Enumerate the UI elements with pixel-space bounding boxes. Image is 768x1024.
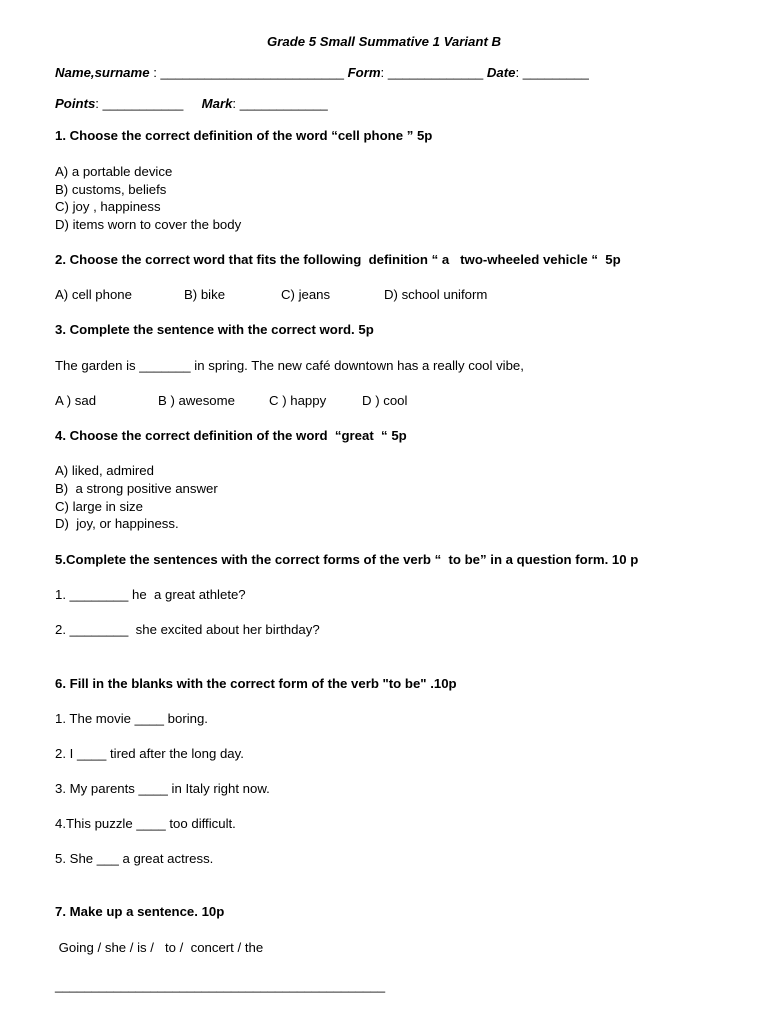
q4-option-a[interactable]: A) liked, admired <box>55 463 154 478</box>
form-blank[interactable]: : _____________ <box>380 65 487 80</box>
q4-option-b[interactable]: B) a strong positive answer <box>55 481 218 496</box>
q5-item-2[interactable]: 2. ________ she excited about her birthday? <box>55 622 320 637</box>
q5-item-1[interactable]: 1. ________ he a great athlete? <box>55 587 246 602</box>
name-label: Name,surname <box>55 65 150 80</box>
q3-option-a[interactable]: A ) sad <box>55 393 97 408</box>
name-form-date-line <box>55 65 589 81</box>
mark-blank[interactable]: : ____________ <box>232 96 328 111</box>
q4-option-c[interactable]: C) large in size <box>55 499 143 514</box>
q4-option-d[interactable]: D) joy, or happiness. <box>55 516 179 531</box>
page-title: Grade 5 Small Summative 1 Variant B <box>266 34 502 49</box>
q3-option-d[interactable]: D ) cool <box>362 393 408 408</box>
q2-option-b[interactable]: B) bike <box>184 287 226 302</box>
q6-item-4[interactable]: 4.This puzzle ____ too difficult. <box>55 816 236 831</box>
q1-prompt: 1. Choose the correct definition of the word “cell phone ” 5p <box>55 128 433 143</box>
points-label: Points <box>55 96 96 111</box>
q6-item-3[interactable]: 3. My parents ____ in Italy right now. <box>55 781 270 796</box>
q1-option-b[interactable]: B) customs, beliefs <box>55 182 167 197</box>
q7-answer-line[interactable]: _____________________________________________ <box>55 978 386 993</box>
q1-option-d[interactable]: D) items worn to cover the body <box>55 217 242 232</box>
q6-item-2[interactable]: 2. I ____ tired after the long day. <box>55 746 244 761</box>
q7-prompt: 7. Make up a sentence. 10p <box>55 904 225 919</box>
points-mark-line <box>55 96 328 112</box>
q3-option-c[interactable]: C ) happy <box>269 393 327 408</box>
q2-option-d[interactable]: D) school uniform <box>384 287 488 302</box>
q4-prompt: 4. Choose the correct definition of the word “great “ 5p <box>55 428 407 443</box>
q5-prompt: 5.Complete the sentences with the correct forms of the verb “ to be” in a question form. 10 p <box>55 552 639 567</box>
q6-item-1[interactable]: 1. The movie ____ boring. <box>55 711 208 726</box>
q2-option-c[interactable]: C) jeans <box>281 287 331 302</box>
q7-words: Going / she / is / to / concert / the <box>55 940 264 955</box>
name-blank[interactable]: : _________________________ <box>149 65 348 80</box>
q6-prompt: 6. Fill in the blanks with the correct form of the verb "to be" .10p <box>55 676 457 691</box>
q3-option-b[interactable]: B ) awesome <box>158 393 235 408</box>
q3-sentence: The garden is _______ in spring. The new café downtown has a really cool vibe, <box>55 358 524 373</box>
points-blank[interactable]: : ___________ <box>95 96 202 111</box>
q1-option-c[interactable]: C) joy , happiness <box>55 199 161 214</box>
date-label: Date <box>486 65 516 80</box>
q1-option-a[interactable]: A) a portable device <box>55 164 173 179</box>
q6-item-5[interactable]: 5. She ___ a great actress. <box>55 851 214 866</box>
q2-prompt: 2. Choose the correct word that fits the following definition “ a two-wheeled vehicle “ 5p <box>55 252 621 267</box>
q3-prompt: 3. Complete the sentence with the correct word. 5p <box>55 322 374 337</box>
q2-option-a[interactable]: A) cell phone <box>55 287 132 302</box>
form-label: Form <box>347 65 381 80</box>
mark-label: Mark <box>201 96 233 111</box>
date-blank[interactable]: : _________ <box>515 65 589 80</box>
